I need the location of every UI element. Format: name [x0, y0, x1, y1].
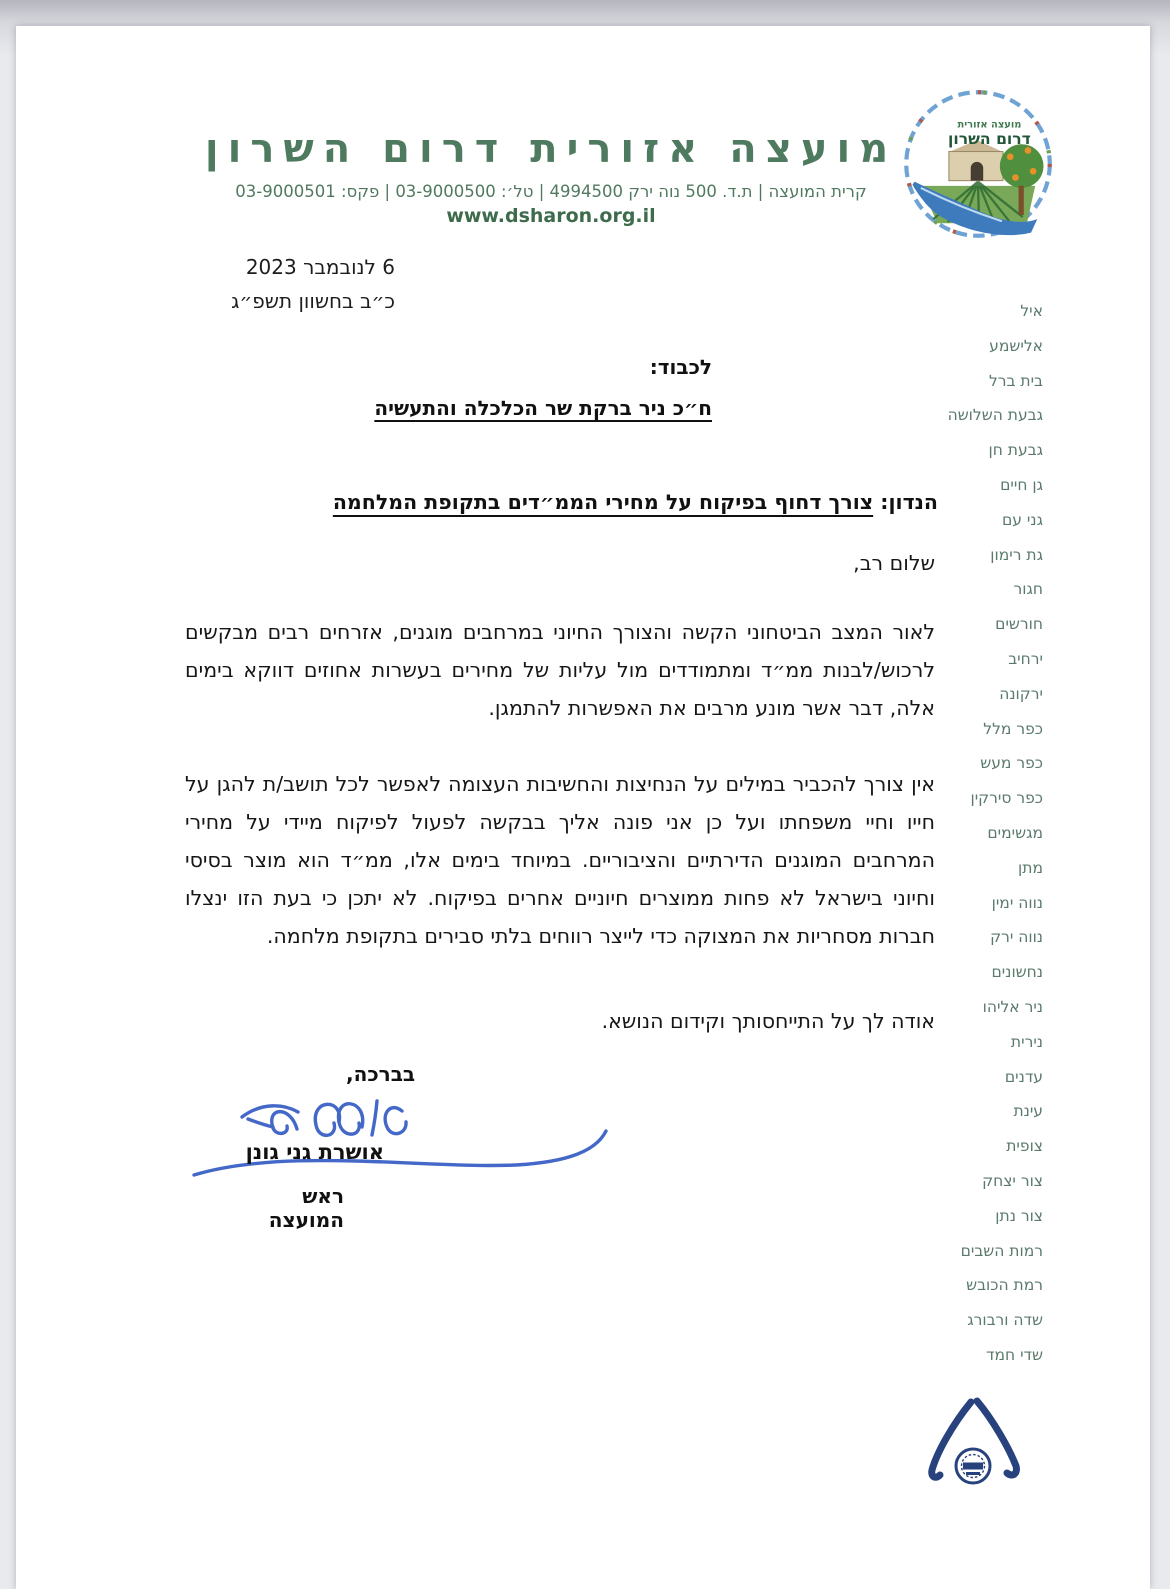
- settlement-name: נווה ימין: [991, 893, 1043, 912]
- handwritten-signature-icon: [176, 1071, 616, 1196]
- settlement-name: כפר מלל: [983, 719, 1043, 738]
- settlement-name: גבעת השלושה: [947, 406, 1043, 425]
- settlement-name: נחשונים: [991, 963, 1043, 982]
- signer-name: אושרת גני גונן: [245, 1140, 384, 1164]
- settlement-name: עינת: [1013, 1102, 1043, 1121]
- settlement-name: גבעת חן: [988, 441, 1043, 460]
- settlement-name: ניר אליהו: [982, 997, 1043, 1016]
- settlement-name: גן חיים: [1000, 475, 1043, 494]
- svg-text:מועצה אזורית: מועצה אזורית: [957, 119, 1022, 131]
- svg-text:דרום השרון: דרום השרון: [948, 130, 1031, 149]
- iso-certification-icon: [919, 1392, 1031, 1500]
- subject-line: [333, 490, 938, 514]
- subject-text: צורך דחוף בפיקוח על מחירי הממ״דים בתקופת המלחמה: [332, 490, 874, 514]
- body-paragraph-2: אין צורך להכביר במילים על הנחיצות והחשיבות העצומה לאפשר לכל תושב/ת להגן על חייו וחיי משפחתו ועל כן אני פונה אליך בבקשה לפעול לפיקוח מיידי על מחירי המרחבים המוגנים הדירתיים והציבוריים. במיוחד בימים אלו, ממ״ד הוא מוצר בסיסי וחיוני בישראל לא פחות ממוצרים חיוניים אחרים בפיקוח. לא יתכן כי בעת הזו ינצלו חברות מסחריות את המצוקה כדי לייצר רווחים בלתי סבירים בתקופת מלחמה.: [185, 772, 935, 948]
- farewell: בברכה,: [346, 1062, 416, 1086]
- salutation: לכבוד:: [649, 355, 712, 379]
- subject-label: הנדון:: [880, 490, 938, 514]
- settlement-name: רמות השבים: [960, 1241, 1043, 1260]
- closing-line: אודה לך על התייחסותך וקידום הנושא.: [601, 1009, 935, 1033]
- date-block: [205, 250, 395, 318]
- council-title: מועצה אזורית דרום השרון: [204, 126, 898, 172]
- settlement-name: בית ברל: [988, 371, 1043, 390]
- signer-role: ראש המועצה: [268, 1184, 344, 1232]
- greeting: שלום רב,: [853, 551, 935, 575]
- settlements-list: [893, 302, 1043, 1381]
- settlement-name: כפר מעש: [980, 754, 1043, 773]
- settlement-name: ירחיב: [1008, 649, 1043, 668]
- settlement-name: חורשים: [995, 615, 1043, 634]
- settlement-name: כפר סירקין: [970, 789, 1043, 808]
- settlement-name: ירקונה: [999, 684, 1043, 703]
- council-logo-icon: [900, 86, 1056, 242]
- settlement-name: נווה ירק: [990, 928, 1043, 947]
- website-url: www.dsharon.org.il: [446, 205, 656, 227]
- settlement-name: איל: [1020, 302, 1043, 320]
- hebrew-date: כ״ב בחשוון תשפ״ג: [231, 289, 395, 313]
- body-paragraph-1: לאור המצב הביטחוני הקשה והצורך החיוני במרחבים מוגנים, אזרחים רבים מבקשים לרכוש/לבנות ממ״ד ומתמודדים מול עליות של מחירים בעשרות אחוזים דווקא בימים אלה, דבר אשר מונע מרבים את האפשרות להתמגן.: [185, 620, 935, 720]
- letter-page: [16, 26, 1150, 1589]
- gregorian-date: 6 לנובמבר 2023: [245, 255, 395, 279]
- settlement-name: מגשימים: [987, 823, 1043, 842]
- addressee-block: [374, 347, 712, 429]
- settlement-name: שדי חמד: [986, 1345, 1043, 1364]
- settlement-name: חגור: [1013, 580, 1043, 599]
- addressee-name: ח״כ ניר ברקת שר הכלכלה והתעשיה: [374, 396, 712, 420]
- contact-line: קרית המועצה | ת.ד. 500 נוה ירק 4994500 | טל׳: 03-9000500 | פקס: 03-9000501: [235, 182, 867, 201]
- settlement-name: שדה ורבורג: [967, 1311, 1043, 1330]
- settlement-name: צור יצחק: [982, 1171, 1043, 1190]
- settlement-name: צור נתן: [995, 1206, 1043, 1225]
- settlement-name: גני עם: [1002, 510, 1043, 529]
- settlement-name: גת רימון: [990, 545, 1043, 564]
- settlement-name: רמת הכובש: [966, 1276, 1043, 1295]
- settlement-name: עדנים: [1004, 1067, 1043, 1086]
- settlement-name: אלישמע: [989, 336, 1043, 355]
- settlement-name: צופית: [1006, 1137, 1043, 1156]
- settlement-name: מתן: [1018, 858, 1043, 877]
- letterhead: [136, 126, 966, 227]
- settlement-name: נירית: [1010, 1032, 1043, 1051]
